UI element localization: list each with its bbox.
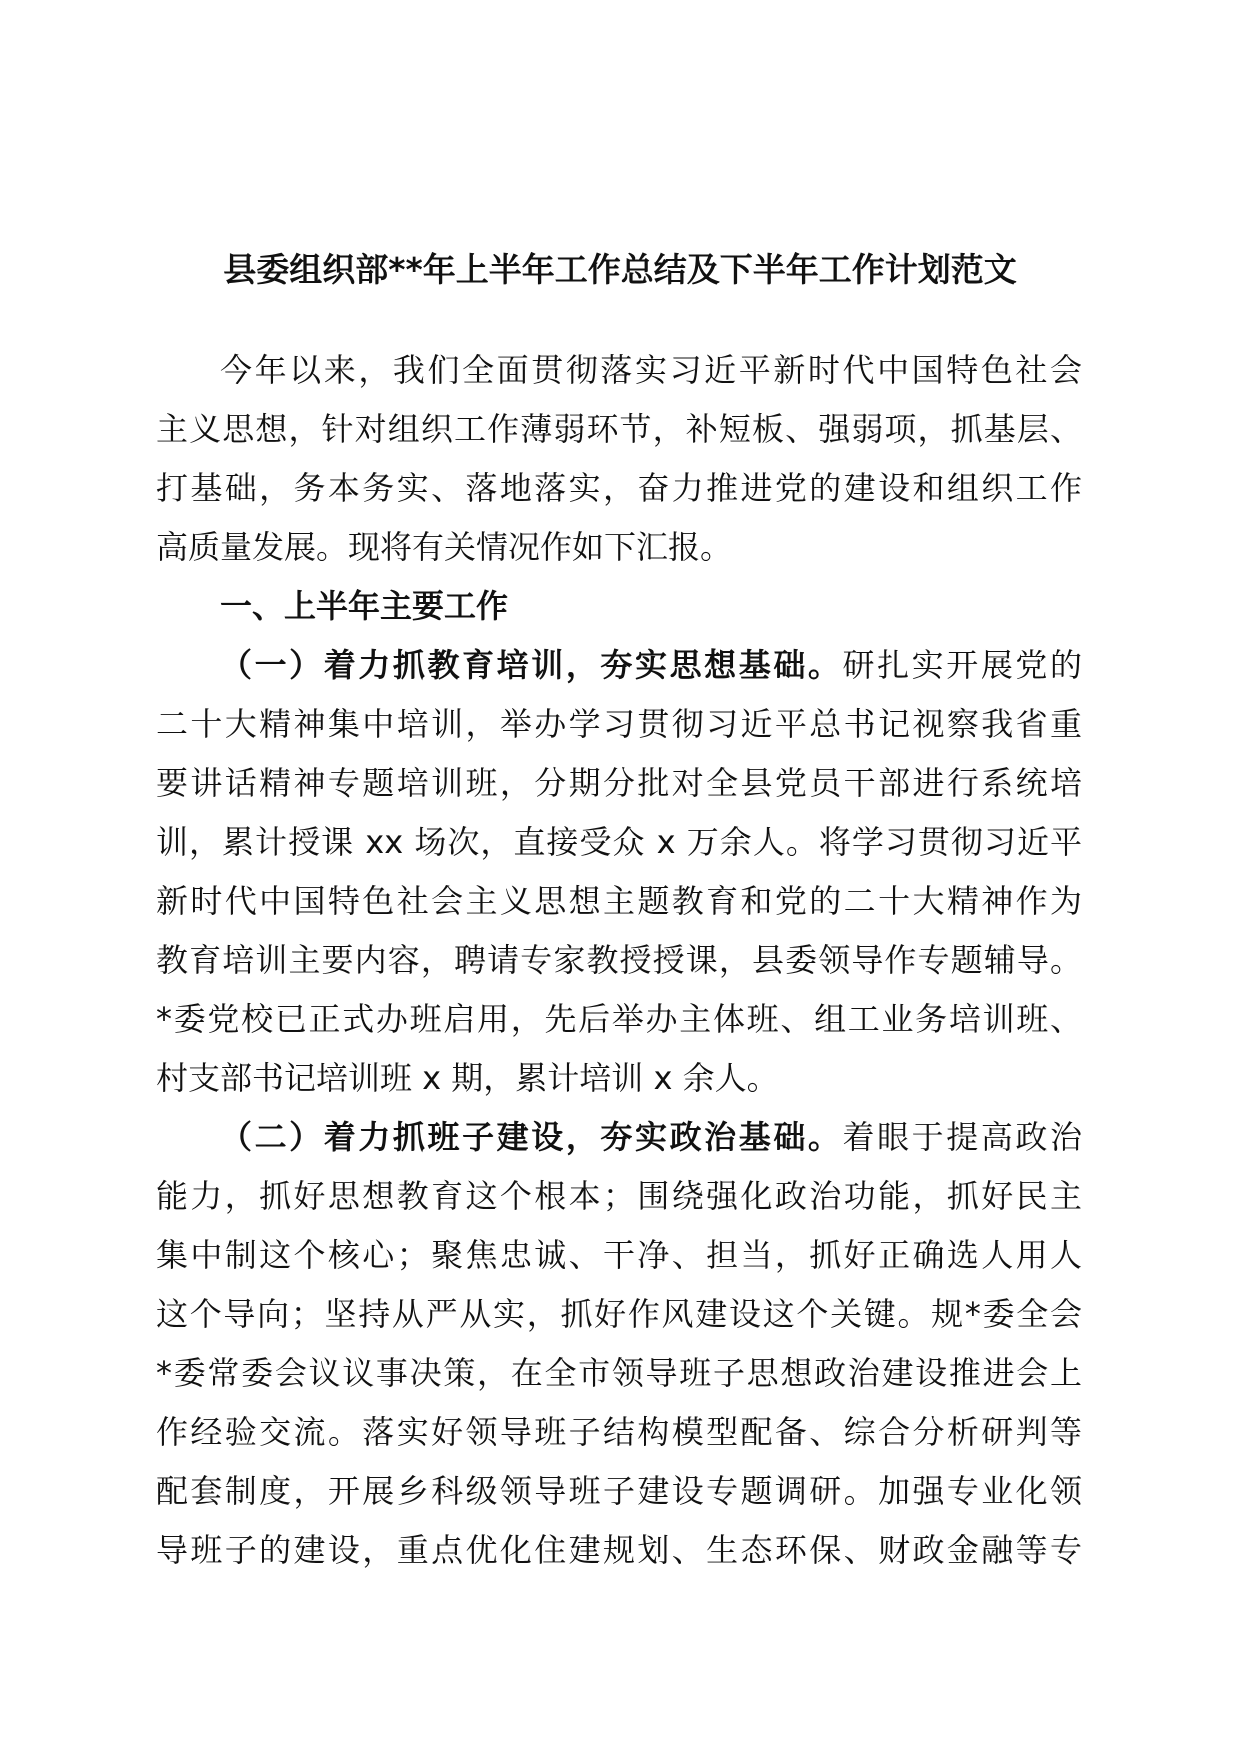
body-text: 训，累计授课 xx 场次，直接受众 x 万余人。将学习贯彻习近平 [156, 823, 1082, 861]
body-text: 村支部书记培训班 x 期，累计培训 x 余人。 [156, 1059, 779, 1097]
text-line [156, 636, 1082, 695]
text-line [156, 1108, 1082, 1167]
text-line [156, 1344, 1082, 1403]
body-text: 要讲话精神专题培训班，分期分批对全县党员干部进行系统培 [156, 764, 1082, 802]
body-text: 打基础，务本务实、落地落实，奋力推进党的建设和组织工作 [156, 469, 1082, 507]
text-line [156, 1049, 1082, 1108]
text-line [156, 990, 1082, 1049]
body-text: 今年以来，我们全面贯彻落实习近平新时代中国特色社会 [220, 351, 1082, 389]
text-line [156, 577, 1082, 636]
text-line [156, 754, 1082, 813]
text-line [156, 813, 1082, 872]
body-text: 配套制度，开展乡科级领导班子建设专题调研。加强专业化领 [156, 1472, 1082, 1510]
text-line [156, 341, 1082, 400]
body-text: *委党校已正式办班启用，先后举办主体班、组工业务培训班、 [156, 1000, 1082, 1038]
text-line [156, 518, 1082, 577]
bold-heading-text: （二）着力抓班子建设，夯实政治基础。 [220, 1118, 843, 1156]
body-text: 二十大精神集中培训，举办学习贯彻习近平总书记视察我省重 [156, 705, 1082, 743]
body-text: 导班子的建设，重点优化住建规划、生态环保、财政金融等专 [156, 1531, 1082, 1569]
text-line [156, 872, 1082, 931]
body-text: 主义思想，针对组织工作薄弱环节，补短板、强弱项，抓基层、 [156, 410, 1082, 448]
body-text: 作经验交流。落实好领导班子结构模型配备、综合分析研判等 [156, 1413, 1082, 1451]
document-body [156, 341, 1082, 1580]
body-text: 这个导向；坚持从严从实，抓好作风建设这个关键。规*委全会 [156, 1295, 1082, 1333]
text-line [156, 931, 1082, 990]
body-text: 研扎实开展党的 [842, 646, 1082, 684]
text-line [156, 1403, 1082, 1462]
body-text: 高质量发展。现将有关情况作如下汇报。 [156, 528, 733, 566]
body-text: 着眼于提高政治 [842, 1118, 1082, 1156]
body-text: 能力，抓好思想教育这个根本；围绕强化政治功能，抓好民主 [156, 1177, 1082, 1215]
document-title: 县委组织部**年上半年工作总结及下半年工作计划范文 [223, 250, 1017, 289]
text-line [156, 1285, 1082, 1344]
text-line [156, 1167, 1082, 1226]
body-text: 新时代中国特色社会主义思想主题教育和党的二十大精神作为 [156, 882, 1082, 920]
body-text: *委常委会议议事决策，在全市领导班子思想政治建设推进会上 [156, 1354, 1082, 1392]
bold-heading-text: 一、上半年主要工作 [220, 587, 509, 625]
bold-heading-text: （一）着力抓教育培训，夯实思想基础。 [220, 646, 843, 684]
text-line [156, 695, 1082, 754]
text-line [156, 1226, 1082, 1285]
text-line [156, 400, 1082, 459]
text-line [156, 459, 1082, 518]
body-text: 教育培训主要内容，聘请专家教授授课，县委领导作专题辅导。 [156, 941, 1082, 979]
body-text: 集中制这个核心；聚焦忠诚、干净、担当，抓好正确选人用人 [156, 1236, 1082, 1274]
text-line [156, 1521, 1082, 1580]
text-line [156, 1462, 1082, 1521]
